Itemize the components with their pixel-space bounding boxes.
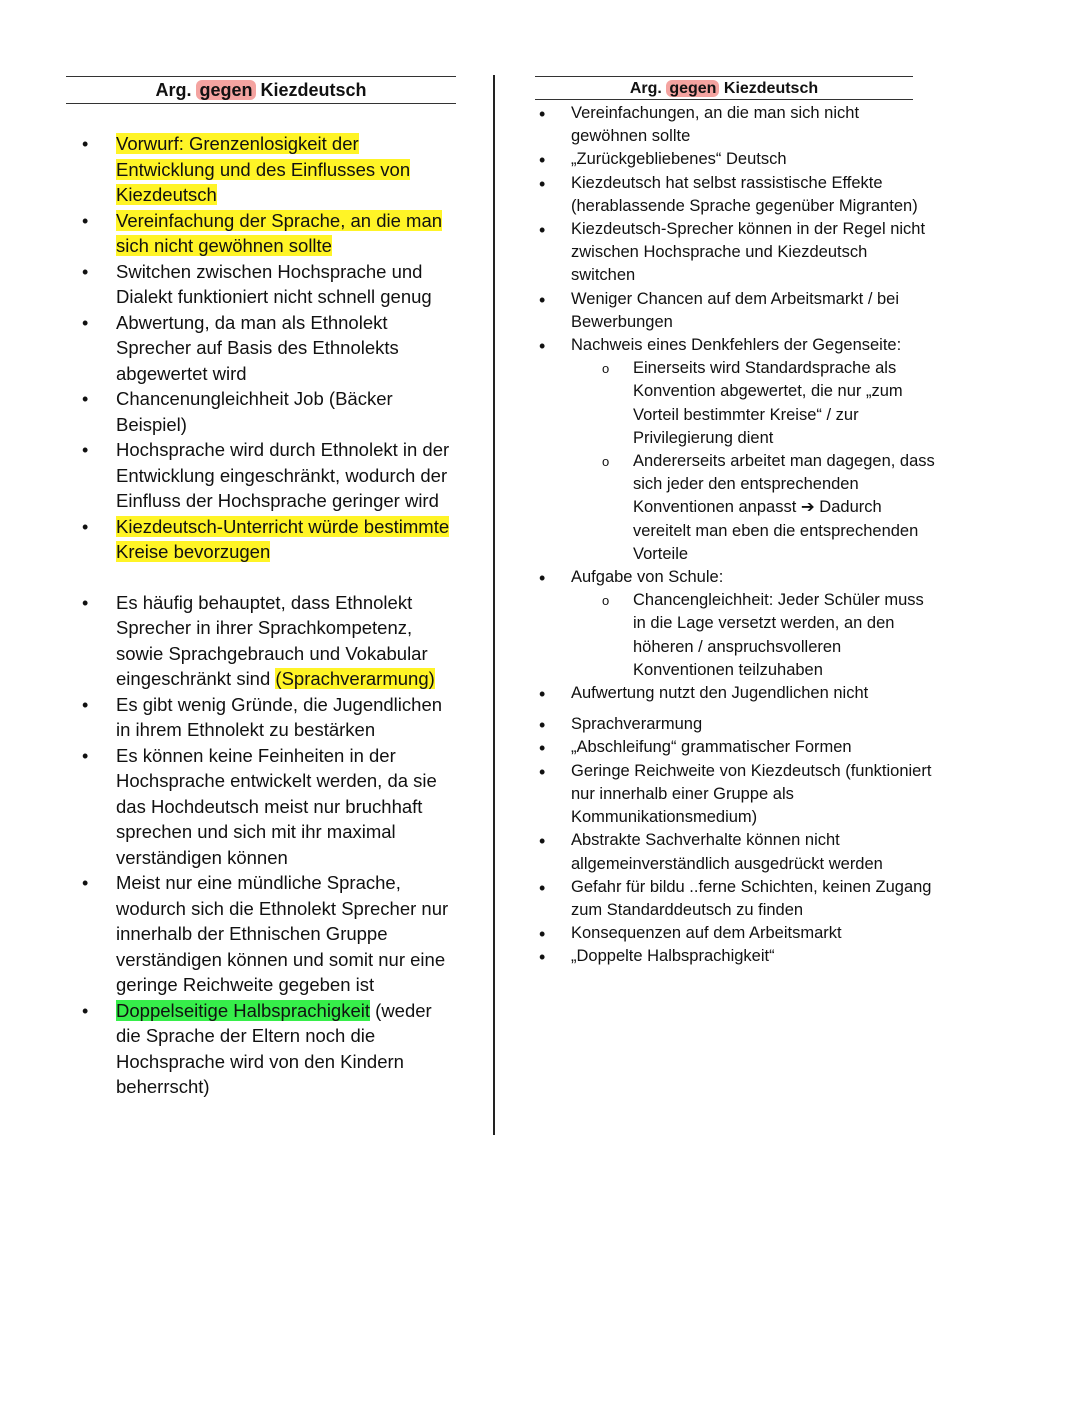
sub-item: o Chancengleichheit: Jeder Schüler muss in die Lage versetzt werden, an den höheren / anspruchsvolleren Konventionen teilzuhaben bbox=[535, 589, 935, 682]
schule-sublist bbox=[571, 589, 935, 682]
list-item: • Vereinfachungen, an die man sich nicht gewöhnen sollte bbox=[535, 102, 935, 148]
list-item: • Weniger Chancen auf dem Arbeitsmarkt / bei Bewerbungen bbox=[535, 288, 935, 334]
list-item: • Kiezdeutsch-Unterricht würde bestimmte Kreise bevorzugen bbox=[66, 514, 456, 565]
list-item: • Doppelseitige Halbsprachigkeit (weder die Sprache der Eltern noch die Hochsprache wird von den Kindern beherrscht) bbox=[66, 998, 456, 1100]
left-list-2 bbox=[66, 590, 456, 1100]
list-item: • Aufwertung nutzt den Jugendlichen nicht bbox=[535, 682, 935, 705]
list-item: • Aufgabe von Schule: o Chancengleichheit: Jeder Schüler muss in die Lage versetzt werden, an den höheren / anspruchsvolleren Konventionen teilzuhaben bbox=[535, 566, 935, 682]
list-item: • Abwertung, da man als Ethnolekt Sprecher auf Basis des Ethnolekts abgewertet wird bbox=[66, 310, 456, 387]
list-item: • Gefahr für bildu ..ferne Schichten, keinen Zugang zum Standarddeutsch zu finden bbox=[535, 876, 935, 922]
column-divider bbox=[493, 75, 495, 1135]
list-item: • Abstrakte Sachverhalte können nicht allgemeinverständlich ausgedrückt werden bbox=[535, 829, 935, 875]
list-item: • Sprachverarmung bbox=[535, 713, 935, 736]
right-column bbox=[535, 76, 935, 969]
list-item: • Es gibt wenig Gründe, die Jugendlichen in ihrem Ethnolekt zu bestärken bbox=[66, 692, 456, 743]
right-list-1 bbox=[535, 102, 935, 705]
right-list-2 bbox=[535, 713, 935, 968]
list-item: • Vorwurf: Grenzenlosigkeit der Entwicklung und des Einflusses von Kiezdeutsch bbox=[66, 131, 456, 208]
right-header: Arg. gegen Kiezdeutsch bbox=[535, 76, 913, 100]
left-header-highlight: gegen bbox=[196, 80, 255, 100]
nachweis-sublist bbox=[571, 357, 935, 566]
left-header: Arg. gegen Kiezdeutsch bbox=[66, 76, 456, 104]
list-item: • Konsequenzen auf dem Arbeitsmarkt bbox=[535, 922, 935, 945]
sub-item: o Einerseits wird Standardsprache als Konvention abgewertet, die nur „zum Vorteil bestimmter Kreise“ / zur Privilegierung dient bbox=[535, 357, 935, 450]
list-item: • Kiezdeutsch-Sprecher können in der Regel nicht zwischen Hochsprache und Kiezdeutsch switchen bbox=[535, 218, 935, 288]
arrow-icon: ➔ bbox=[800, 498, 815, 517]
list-item: • Switchen zwischen Hochsprache und Dialekt funktioniert nicht schnell genug bbox=[66, 259, 456, 310]
list-item: • Kiezdeutsch hat selbst rassistische Effekte (herablassende Sprache gegenüber Migranten) bbox=[535, 172, 935, 218]
list-item: • Hochsprache wird durch Ethnolekt in der Entwicklung eingeschränkt, wodurch der Einfluss der Hochsprache geringer wird bbox=[66, 437, 456, 514]
list-item: • Es häufig behauptet, dass Ethnolekt Sprecher in ihrer Sprachkompetenz, sowie Sprachgebrauch und Vokabular eingeschränkt sind (Sprachverarmung) bbox=[66, 590, 456, 692]
list-item: • „Abschleifung“ grammatischer Formen bbox=[535, 736, 935, 759]
list-item: • Meist nur eine mündliche Sprache, wodurch sich die Ethnolekt Sprecher nur innerhalb der Ethnischen Gruppe verständigen können und somit nur eine geringe Reichweite gegeben ist bbox=[66, 870, 456, 998]
list-item: • Es können keine Feinheiten in der Hochsprache entwickelt werden, da sie das Hochdeutsch meist nur bruchhaft sprechen und sich mit ihr maximal verständigen können bbox=[66, 743, 456, 871]
list-item: • Nachweis eines Denkfehlers der Gegenseite: o Einerseits wird Standardsprache als Konvention abgewertet, die nur „zum Vorteil bestimmter Kreise“ / zur Privilegierung dient o Andererseits arbeitet man dagegen, dass sich jeder den entsprechenden Konventionen anpasst ➔ Dadurch vereitelt man eben die entsprechenden Vorteile bbox=[535, 334, 935, 566]
right-header-highlight: gegen bbox=[666, 80, 719, 97]
sub-item: o Andererseits arbeitet man dagegen, dass sich jeder den entsprechenden Konventionen anpasst ➔ Dadurch vereitelt man eben die entsprechenden Vorteile bbox=[535, 450, 935, 566]
left-column bbox=[66, 76, 456, 1100]
list-item: • Geringe Reichweite von Kiezdeutsch (funktioniert nur innerhalb einer Gruppe als Kommunikationsmedium) bbox=[535, 760, 935, 830]
list-item: • Vereinfachung der Sprache, an die man sich nicht gewöhnen sollte bbox=[66, 208, 456, 259]
left-list-1 bbox=[66, 131, 456, 565]
list-item: • Chancenungleichheit Job (Bäcker Beispiel) bbox=[66, 386, 456, 437]
list-item: • „Zurückgebliebenes“ Deutsch bbox=[535, 148, 935, 171]
list-item: • „Doppelte Halbsprachigkeit“ bbox=[535, 945, 935, 968]
